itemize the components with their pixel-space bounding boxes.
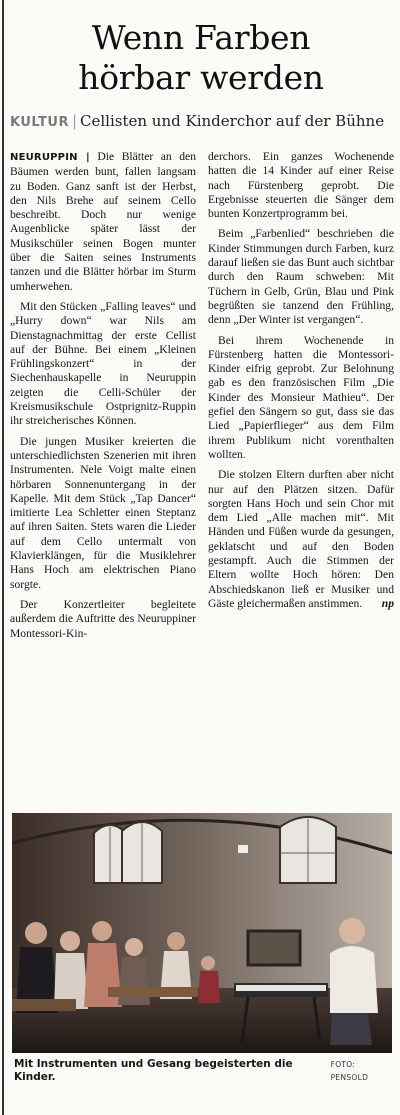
section-kicker: KULTUR bbox=[10, 115, 69, 130]
paragraph: NEURUPPIN | Die Blätter an den Bäumen werden bunt, fallen langsam zu Boden. Ganz sanft ist der Herbst, den Nils Brehe auf seinem Cello beschreibt. Doch nur wenige Augenblicke später lässt der Musikschüler seinen Bogen munter über die Saiten seines Instruments tanzen und die Blätter hörbar im Sturm umherwehen. bbox=[10, 150, 197, 293]
paragraph: Die stolzen Eltern durften aber nicht nur auf den Plätzen sitzen. Dafür sorgten Hans Hoch und sein Chor mit dem Lied „Alle machen mit“. Mit Händen und Füßen wurde da gesungen, geklatscht und auf den Boden gestampft. Auch die Stimmen der Eltern wollte Hoch hören: Den Abschiedskanon ließ er Musiker und Gäste gleichermaßen anstimmen. np bbox=[208, 468, 394, 610]
paragraph: derchors. Ein ganzes Wochenende hatten die 14 Kinder auf einer Reise nach Fürstenberg geprobt. Die Ergebnisse steuerten die Sänger dem bunten Konzertprogramm bei. bbox=[208, 150, 394, 221]
headline bbox=[6, 18, 396, 98]
dateline: NEURUPPIN | bbox=[10, 152, 90, 163]
column-1 bbox=[10, 150, 196, 641]
column-2 bbox=[208, 150, 394, 641]
headline-line-1: Wenn Farben bbox=[91, 18, 311, 57]
paragraph: Der Konzertleiter begleitete außerdem die Auftritte des Neuruppiner Montessori-Kin- bbox=[10, 597, 196, 640]
author-initials: np bbox=[381, 596, 394, 610]
headline-line-2: hörbar werden bbox=[78, 58, 324, 97]
article-photo bbox=[12, 813, 392, 1053]
subheadline-text: Cellisten und Kinderchor auf der Bühne bbox=[80, 112, 385, 130]
photo-caption: Mit Instrumenten und Gesang begeisterten die Kinder. bbox=[14, 1058, 293, 1083]
body-columns bbox=[10, 150, 394, 641]
paragraph: Mit den Stücken „Falling leaves“ und „Hurry down“ war Nils am Dienstagnachmittag der erste Cellist auf der Bühne. Bei einem „Kleinen Frühlingskonzert“ in der Siechenhauskapelle in Neuruppin zeigten die Celli-Schüler der Kreismusikschule Ostprignitz-Ruppin ihr streicherisches Können. bbox=[10, 299, 196, 428]
photo-choir-concert bbox=[12, 813, 392, 1053]
article bbox=[6, 0, 396, 1115]
paragraph: Bei ihrem Wochenende in Fürstenberg hatten die Montessori-Kinder eifrig geprobt. Zur Belohnung gab es den französischen Film „Die Kinder des Monsieur Mathieu“. Der gefiel den Sängern so gut, dass sie das Lied „Papierflieger“ aus dem Film ihrem Publikum nicht vorenthalten wollten. bbox=[208, 333, 394, 461]
photo-credit: FOTO: PENSOLD bbox=[330, 1060, 369, 1082]
paragraph: Die jungen Musiker kreierten die unterschiedlichsten Szenerien mit ihren Instrumenten. Nele Voigt malte einen hörbaren Sonnenuntergang in der Kapelle. Mit dem Stück „Tap Dancer“ imitierte Lea Schletter einen Steptanz auf ihren Saiten. Stets waren die Lieder auf dem Cello untermalt von Klavierklängen, für die Musiklehrer Hans Hoch am elektrischen Piano sorgte. bbox=[10, 434, 196, 591]
column-rule bbox=[2, 0, 4, 1115]
photo-caption-row bbox=[14, 1058, 394, 1084]
paragraph: Beim „Farbenlied“ beschrieben die Kinder Stimmungen durch Farben, kurz darauf ließen sie das Bunt auch sichtbar durch den Raum schweben: Mit Tüchern in Gelb, Grün, Blau und Pink begrüßten sie tanzend den Frühling, denn „Der Winter ist vergangen“. bbox=[208, 227, 394, 327]
subheadline: KULTUR | Cellisten und Kinderchor auf der Bühne bbox=[10, 112, 385, 130]
